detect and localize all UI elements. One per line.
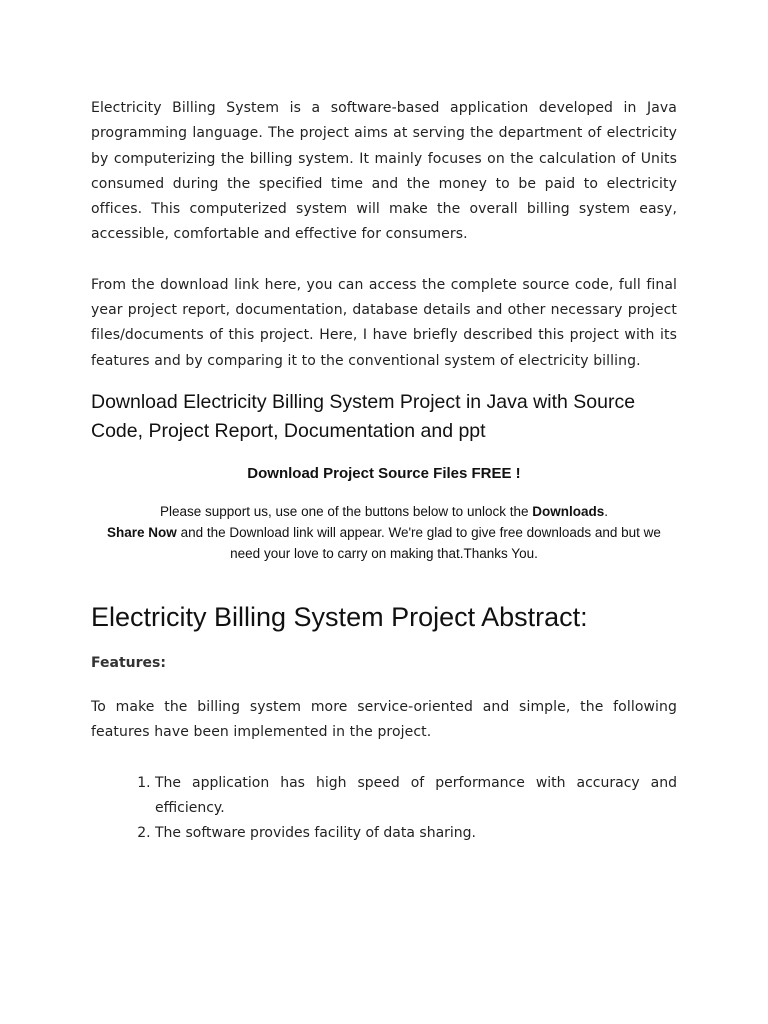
downloads-label: Downloads	[532, 503, 605, 519]
support-line1-prefix: Please support us, use one of the buttons below to unlock the	[159, 503, 533, 519]
intro-paragraph-2: From the download link here, you can access the complete source code, full final year project report, documentation, database details and other necessary project files/documents of this project. Here, I have briefly described this project with its features and by comparing it to the conventional system of electricity billing.	[91, 276, 677, 369]
share-now-label: Share Now	[107, 524, 177, 540]
features-label: Features:	[91, 654, 166, 671]
features-intro: To make the billing system more service-oriented and simple, the following features have been implemented in the project.	[91, 698, 677, 741]
download-box	[91, 465, 677, 564]
feature-item: 1. The application has high speed of performance with accuracy and efficiency.	[155, 771, 677, 822]
download-heading: Download Electricity Billing System Project in Java with Source Code, Project Report, Documentation and ppt	[91, 390, 636, 442]
download-title: Download Project Source Files FREE !	[247, 464, 521, 482]
support-line2-rest: and the Download link will appear. We're glad to give free downloads and but we need your love to carry on making that.Thanks You.	[176, 524, 661, 561]
intro-paragraph-1: Electricity Billing System is a software-based application developed in Java programming language. The project aims at serving the department of electricity by computerizing the billing system. It mainly focuses on the calculation of Units consumed during the specified time and the money to be paid to electricity offices. This computerized system will make the overall billing system easy, accessible, comfortable and effective for consumers.	[91, 100, 677, 243]
feature-item: 2. The software provides facility of data sharing.	[155, 821, 677, 846]
document-page	[91, 96, 677, 846]
features-list	[91, 771, 677, 847]
support-line1-suffix: .	[604, 503, 609, 519]
abstract-heading: Electricity Billing System Project Abstract:	[91, 601, 588, 632]
support-message	[91, 501, 677, 564]
